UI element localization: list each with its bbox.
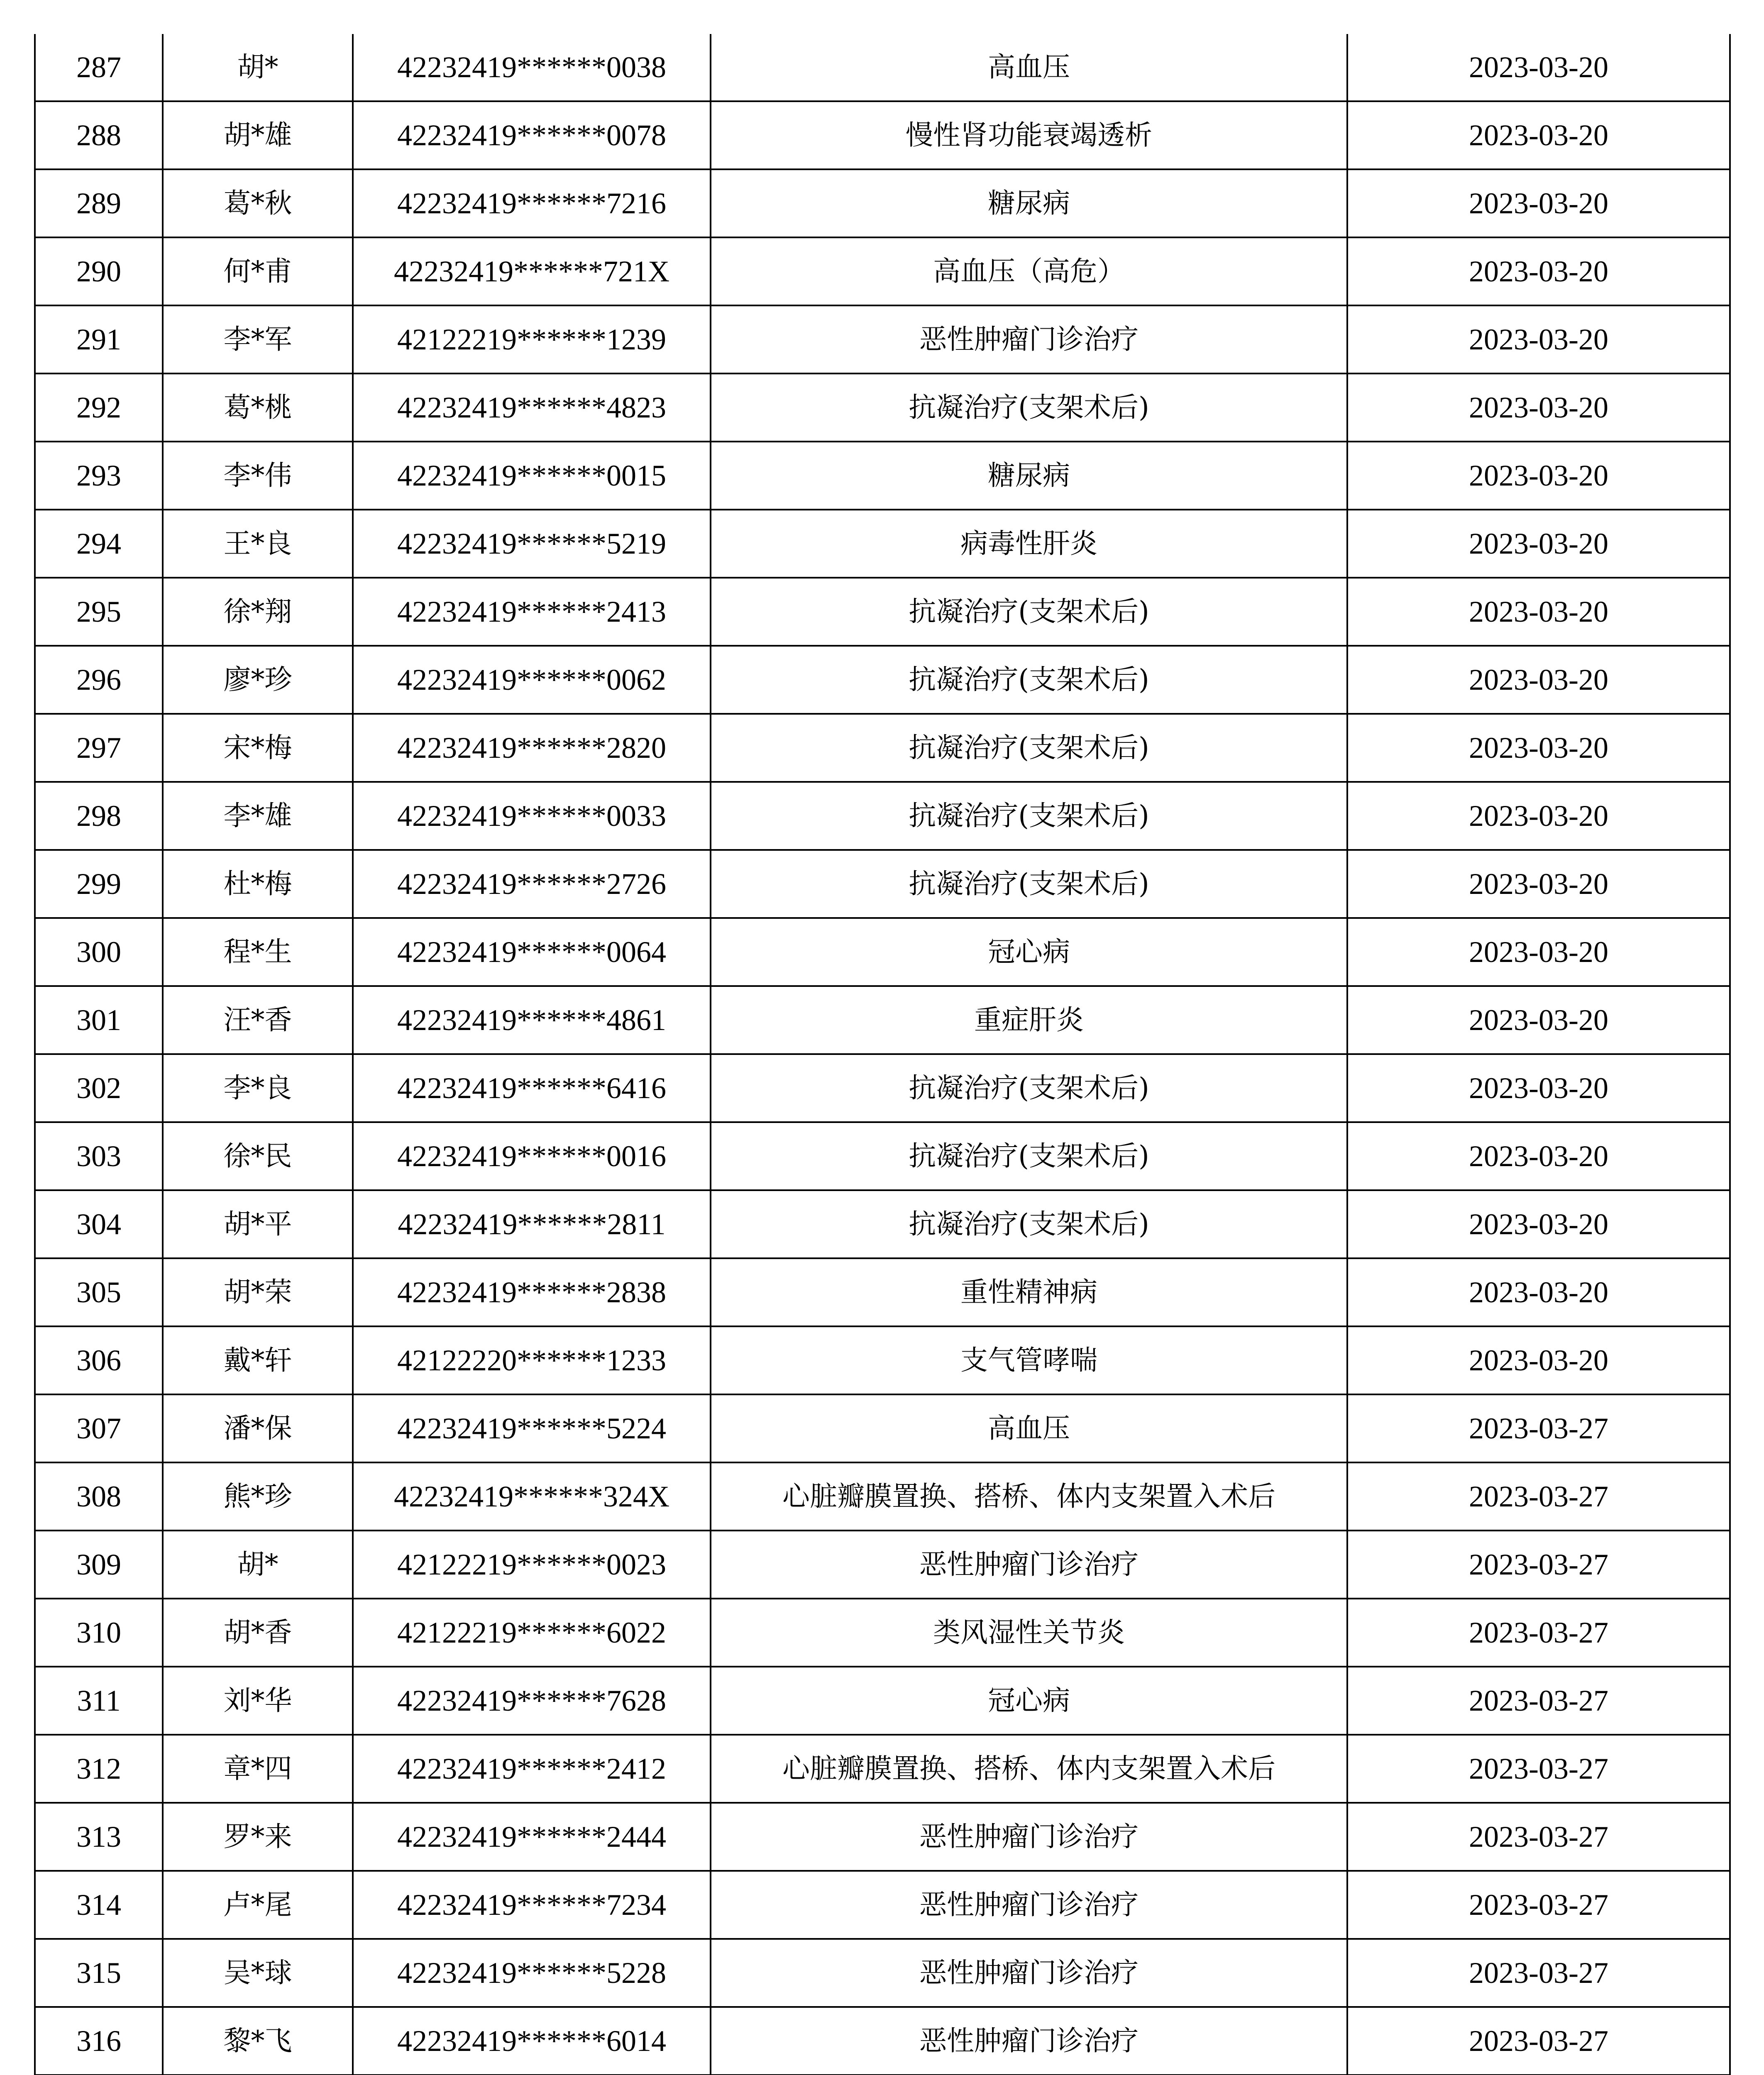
row-number-cell: 308 <box>35 1462 163 1531</box>
diagnosis-cell: 恶性肿瘤门诊治疗 <box>711 1871 1347 1939</box>
diagnosis-cell: 心脏瓣膜置换、搭桥、体内支架置入术后 <box>711 1735 1347 1803</box>
id-number-cell: 42232419******0062 <box>353 646 711 714</box>
patient-name-cell: 胡*荣 <box>163 1258 353 1326</box>
table-row <box>35 305 1730 374</box>
date-cell: 2023-03-20 <box>1347 782 1730 850</box>
diagnosis-cell: 抗凝治疗(支架术后) <box>711 1054 1347 1122</box>
diagnosis-cell: 慢性肾功能衰竭透析 <box>711 101 1347 169</box>
table-row <box>35 101 1730 169</box>
date-cell: 2023-03-27 <box>1347 1939 1730 2007</box>
table-row <box>35 714 1730 782</box>
patient-name-cell: 胡*雄 <box>163 101 353 169</box>
table-row <box>35 646 1730 714</box>
diagnosis-cell: 心脏瓣膜置换、搭桥、体内支架置入术后 <box>711 1462 1347 1531</box>
patient-name-cell: 胡*平 <box>163 1190 353 1258</box>
table-row <box>35 1531 1730 1599</box>
id-number-cell: 42232419******4861 <box>353 986 711 1054</box>
date-cell: 2023-03-27 <box>1347 2007 1730 2075</box>
diagnosis-cell: 糖尿病 <box>711 442 1347 510</box>
table-row <box>35 782 1730 850</box>
patient-name-cell: 胡*香 <box>163 1599 353 1667</box>
row-number-cell: 316 <box>35 2007 163 2075</box>
date-cell: 2023-03-20 <box>1347 918 1730 986</box>
id-number-cell: 42232419******2838 <box>353 1258 711 1326</box>
patient-name-cell: 吴*球 <box>163 1939 353 2007</box>
row-number-cell: 303 <box>35 1122 163 1190</box>
row-number-cell: 288 <box>35 101 163 169</box>
date-cell: 2023-03-27 <box>1347 1394 1730 1462</box>
diagnosis-cell: 病毒性肝炎 <box>711 510 1347 578</box>
diagnosis-cell: 恶性肿瘤门诊治疗 <box>711 305 1347 374</box>
table-row <box>35 1939 1730 2007</box>
row-number-cell: 301 <box>35 986 163 1054</box>
row-number-cell: 299 <box>35 850 163 918</box>
row-number-cell: 297 <box>35 714 163 782</box>
table-row <box>35 34 1730 101</box>
patient-name-cell: 徐*民 <box>163 1122 353 1190</box>
patient-name-cell: 罗*来 <box>163 1803 353 1871</box>
table-row <box>35 1735 1730 1803</box>
patient-name-cell: 葛*秋 <box>163 169 353 237</box>
id-number-cell: 42232419******0064 <box>353 918 711 986</box>
id-number-cell: 42232419******5228 <box>353 1939 711 2007</box>
id-number-cell: 42232419******2811 <box>353 1190 711 1258</box>
patient-table-body <box>35 34 1730 2075</box>
table-row <box>35 1190 1730 1258</box>
id-number-cell: 42232419******2413 <box>353 578 711 646</box>
id-number-cell: 42122220******1233 <box>353 1326 711 1394</box>
row-number-cell: 287 <box>35 34 163 101</box>
date-cell: 2023-03-27 <box>1347 1803 1730 1871</box>
diagnosis-cell: 类风湿性关节炎 <box>711 1599 1347 1667</box>
diagnosis-cell: 抗凝治疗(支架术后) <box>711 850 1347 918</box>
patient-name-cell: 刘*华 <box>163 1667 353 1735</box>
diagnosis-cell: 恶性肿瘤门诊治疗 <box>711 1803 1347 1871</box>
diagnosis-cell: 重性精神病 <box>711 1258 1347 1326</box>
patient-name-cell: 王*良 <box>163 510 353 578</box>
patient-name-cell: 胡* <box>163 34 353 101</box>
id-number-cell: 42232419******4823 <box>353 374 711 442</box>
diagnosis-cell: 糖尿病 <box>711 169 1347 237</box>
row-number-cell: 293 <box>35 442 163 510</box>
patient-name-cell: 李*伟 <box>163 442 353 510</box>
id-number-cell: 42232419******324X <box>353 1462 711 1531</box>
date-cell: 2023-03-20 <box>1347 510 1730 578</box>
table-row <box>35 442 1730 510</box>
id-number-cell: 42232419******0038 <box>353 34 711 101</box>
date-cell: 2023-03-20 <box>1347 169 1730 237</box>
patient-name-cell: 章*四 <box>163 1735 353 1803</box>
date-cell: 2023-03-20 <box>1347 1122 1730 1190</box>
row-number-cell: 290 <box>35 237 163 305</box>
patient-name-cell: 何*甫 <box>163 237 353 305</box>
id-number-cell: 42122219******6022 <box>353 1599 711 1667</box>
date-cell: 2023-03-20 <box>1347 850 1730 918</box>
diagnosis-cell: 恶性肿瘤门诊治疗 <box>711 1531 1347 1599</box>
diagnosis-cell: 恶性肿瘤门诊治疗 <box>711 1939 1347 2007</box>
table-row <box>35 2007 1730 2075</box>
patient-name-cell: 胡* <box>163 1531 353 1599</box>
id-number-cell: 42232419******7216 <box>353 169 711 237</box>
table-row <box>35 374 1730 442</box>
date-cell: 2023-03-20 <box>1347 1190 1730 1258</box>
patient-name-cell: 卢*尾 <box>163 1871 353 1939</box>
row-number-cell: 310 <box>35 1599 163 1667</box>
id-number-cell: 42122219******0023 <box>353 1531 711 1599</box>
date-cell: 2023-03-20 <box>1347 305 1730 374</box>
diagnosis-cell: 抗凝治疗(支架术后) <box>711 1122 1347 1190</box>
table-row <box>35 1122 1730 1190</box>
table-row <box>35 510 1730 578</box>
table-row <box>35 986 1730 1054</box>
date-cell: 2023-03-20 <box>1347 1054 1730 1122</box>
date-cell: 2023-03-27 <box>1347 1462 1730 1531</box>
row-number-cell: 313 <box>35 1803 163 1871</box>
row-number-cell: 309 <box>35 1531 163 1599</box>
table-row <box>35 1258 1730 1326</box>
date-cell: 2023-03-20 <box>1347 986 1730 1054</box>
id-number-cell: 42232419******7628 <box>353 1667 711 1735</box>
diagnosis-cell: 冠心病 <box>711 1667 1347 1735</box>
date-cell: 2023-03-20 <box>1347 646 1730 714</box>
date-cell: 2023-03-27 <box>1347 1599 1730 1667</box>
row-number-cell: 295 <box>35 578 163 646</box>
date-cell: 2023-03-27 <box>1347 1531 1730 1599</box>
patient-name-cell: 廖*珍 <box>163 646 353 714</box>
date-cell: 2023-03-20 <box>1347 374 1730 442</box>
table-row <box>35 1599 1730 1667</box>
diagnosis-cell: 抗凝治疗(支架术后) <box>711 782 1347 850</box>
date-cell: 2023-03-20 <box>1347 578 1730 646</box>
patient-name-cell: 徐*翔 <box>163 578 353 646</box>
date-cell: 2023-03-27 <box>1347 1871 1730 1939</box>
table-row <box>35 1803 1730 1871</box>
id-number-cell: 42232419******2412 <box>353 1735 711 1803</box>
diagnosis-cell: 高血压（高危） <box>711 237 1347 305</box>
id-number-cell: 42232419******0033 <box>353 782 711 850</box>
date-cell: 2023-03-20 <box>1347 101 1730 169</box>
patient-name-cell: 熊*珍 <box>163 1462 353 1531</box>
diagnosis-cell: 抗凝治疗(支架术后) <box>711 1190 1347 1258</box>
table-row <box>35 918 1730 986</box>
table-row <box>35 1054 1730 1122</box>
row-number-cell: 292 <box>35 374 163 442</box>
id-number-cell: 42232419******2726 <box>353 850 711 918</box>
id-number-cell: 42232419******7234 <box>353 1871 711 1939</box>
id-number-cell: 42232419******0016 <box>353 1122 711 1190</box>
table-row <box>35 850 1730 918</box>
date-cell: 2023-03-20 <box>1347 1258 1730 1326</box>
table-row <box>35 1871 1730 1939</box>
date-cell: 2023-03-20 <box>1347 1326 1730 1394</box>
date-cell: 2023-03-27 <box>1347 1667 1730 1735</box>
patient-name-cell: 程*生 <box>163 918 353 986</box>
row-number-cell: 307 <box>35 1394 163 1462</box>
row-number-cell: 314 <box>35 1871 163 1939</box>
table-row <box>35 1326 1730 1394</box>
row-number-cell: 291 <box>35 305 163 374</box>
id-number-cell: 42232419******2444 <box>353 1803 711 1871</box>
patient-name-cell: 黎*飞 <box>163 2007 353 2075</box>
date-cell: 2023-03-20 <box>1347 442 1730 510</box>
table-row <box>35 1667 1730 1735</box>
row-number-cell: 312 <box>35 1735 163 1803</box>
patient-name-cell: 李*军 <box>163 305 353 374</box>
diagnosis-cell: 抗凝治疗(支架术后) <box>711 714 1347 782</box>
id-number-cell: 42232419******0078 <box>353 101 711 169</box>
row-number-cell: 315 <box>35 1939 163 2007</box>
patient-name-cell: 李*雄 <box>163 782 353 850</box>
date-cell: 2023-03-20 <box>1347 237 1730 305</box>
row-number-cell: 294 <box>35 510 163 578</box>
row-number-cell: 296 <box>35 646 163 714</box>
patient-name-cell: 戴*轩 <box>163 1326 353 1394</box>
diagnosis-cell: 恶性肿瘤门诊治疗 <box>711 2007 1347 2075</box>
id-number-cell: 42232419******5224 <box>353 1394 711 1462</box>
patient-name-cell: 李*良 <box>163 1054 353 1122</box>
row-number-cell: 311 <box>35 1667 163 1735</box>
diagnosis-cell: 抗凝治疗(支架术后) <box>711 646 1347 714</box>
patient-table <box>34 34 1731 2075</box>
patient-name-cell: 葛*桃 <box>163 374 353 442</box>
document-page <box>34 34 1729 2075</box>
id-number-cell: 42122219******1239 <box>353 305 711 374</box>
table-row <box>35 237 1730 305</box>
diagnosis-cell: 冠心病 <box>711 918 1347 986</box>
table-row <box>35 578 1730 646</box>
id-number-cell: 42232419******0015 <box>353 442 711 510</box>
diagnosis-cell: 高血压 <box>711 34 1347 101</box>
diagnosis-cell: 抗凝治疗(支架术后) <box>711 578 1347 646</box>
date-cell: 2023-03-27 <box>1347 1735 1730 1803</box>
id-number-cell: 42232419******6014 <box>353 2007 711 2075</box>
row-number-cell: 305 <box>35 1258 163 1326</box>
patient-name-cell: 汪*香 <box>163 986 353 1054</box>
table-row <box>35 1462 1730 1531</box>
id-number-cell: 42232419******721X <box>353 237 711 305</box>
row-number-cell: 302 <box>35 1054 163 1122</box>
row-number-cell: 304 <box>35 1190 163 1258</box>
patient-name-cell: 杜*梅 <box>163 850 353 918</box>
diagnosis-cell: 抗凝治疗(支架术后) <box>711 374 1347 442</box>
id-number-cell: 42232419******5219 <box>353 510 711 578</box>
row-number-cell: 298 <box>35 782 163 850</box>
row-number-cell: 306 <box>35 1326 163 1394</box>
diagnosis-cell: 支气管哮喘 <box>711 1326 1347 1394</box>
id-number-cell: 42232419******2820 <box>353 714 711 782</box>
row-number-cell: 300 <box>35 918 163 986</box>
date-cell: 2023-03-20 <box>1347 714 1730 782</box>
row-number-cell: 289 <box>35 169 163 237</box>
table-row <box>35 1394 1730 1462</box>
patient-name-cell: 潘*保 <box>163 1394 353 1462</box>
id-number-cell: 42232419******6416 <box>353 1054 711 1122</box>
table-row <box>35 169 1730 237</box>
diagnosis-cell: 重症肝炎 <box>711 986 1347 1054</box>
diagnosis-cell: 高血压 <box>711 1394 1347 1462</box>
patient-name-cell: 宋*梅 <box>163 714 353 782</box>
date-cell: 2023-03-20 <box>1347 34 1730 101</box>
